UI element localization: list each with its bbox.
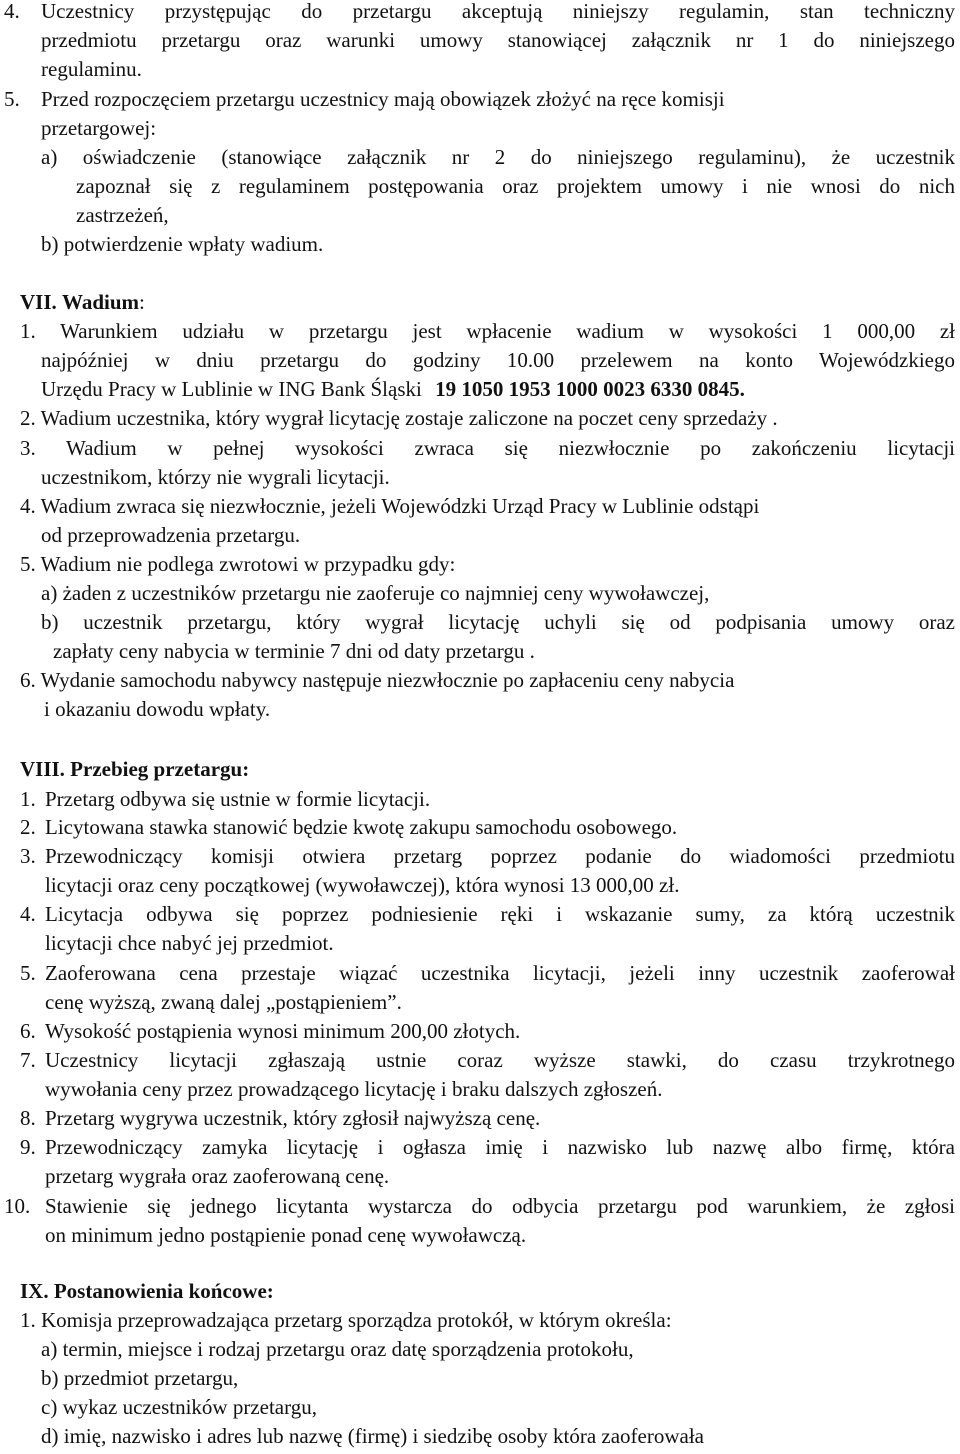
- vii-item-3-line-2: uczestnikom, którzy nie wygrali licytacji.: [41, 465, 390, 489]
- vii-item-5-sub-a: a) żaden z uczestników przetargu nie zaoferuje co najmniej ceny wywoławczej,: [41, 581, 710, 605]
- vii-item-1-bank: Urzędu Pracy w Lublinie w ING Bank Śląski: [41, 377, 422, 401]
- p5-number: 5.: [4, 87, 20, 111]
- p4-line-3: regulaminu.: [41, 57, 142, 81]
- viii-item-8-number: 8.: [20, 1106, 36, 1130]
- ix-item-1-sub-d: d) imię, nazwisko i adres lub nazwę (firmę) i siedzibę osoby która zaoferowała: [41, 1424, 704, 1448]
- vii-item-5-sub-b-line-2: zapłaty ceny nabycia w terminie 7 dni od daty przetargu .: [53, 639, 535, 663]
- viii-item-8-line-1: Przetarg wygrywa uczestnik, który zgłosił najwyższą cenę.: [45, 1106, 541, 1130]
- viii-item-3-number: 3.: [20, 844, 36, 868]
- viii-item-9-line-1: Przewodniczący zamyka licytację i ogłasza imię i nazwisko lub nazwę albo firmę, która: [45, 1135, 955, 1159]
- viii-item-2-number: 2.: [20, 815, 36, 839]
- viii-item-9-number: 9.: [20, 1135, 36, 1159]
- vii-item-6-line-2: i okazaniu dowodu wpłaty.: [44, 697, 271, 721]
- vii-item-6-line-1: 6. Wydanie samochodu nabywcy następuje niezwłocznie po zapłaceniu ceny nabycia: [20, 668, 735, 692]
- vii-item-1-account-number: 19 1050 1953 1000 0023 6330 0845.: [435, 377, 745, 401]
- p4-line-1: Uczestnicy przystępując do przetargu akceptują niniejszy regulamin, stan techniczny: [41, 0, 955, 23]
- viii-item-10-number: 10.: [4, 1194, 31, 1218]
- section-vii-heading: [20, 288, 145, 317]
- vii-item-1-line-1: 1. Warunkiem udziału w przetargu jest wpłacenie wadium w wysokości 1 000,00 zł: [20, 319, 955, 343]
- vii-item-5-sub-b-line-1: b) uczestnik przetargu, który wygrał licytację uchyli się od podpisania umowy oraz: [41, 610, 955, 634]
- viii-item-4-number: 4.: [20, 902, 36, 926]
- vii-item-3-line-1: 3. Wadium w pełnej wysokości zwraca się niezwłocznie po zakończeniu licytacji: [20, 436, 955, 460]
- ix-item-1: 1. Komisja przeprowadzająca przetarg sporządza protokół, w którym określa:: [20, 1308, 672, 1332]
- p4-number: 4.: [4, 0, 20, 23]
- viii-item-6-number: 6.: [20, 1019, 36, 1043]
- section-vii-number: VII.: [20, 290, 57, 314]
- ix-item-1-sub-b: b) przedmiot przetargu,: [41, 1366, 239, 1390]
- section-vii-title: Wadium: [62, 290, 140, 314]
- viii-item-9-line-2: przetarg wygrała oraz zaoferowaną cenę.: [45, 1164, 390, 1188]
- viii-item-10-line-2: on minimum jedno postąpienie ponad cenę wywoławczą.: [45, 1223, 527, 1247]
- section-viii-heading: VIII. Przebieg przetargu:: [20, 757, 250, 781]
- vii-item-4-line-1: 4. Wadium zwraca się niezwłocznie, jeżeli Wojewódzki Urząd Pracy w Lublinie odstąpi: [20, 494, 760, 518]
- p5-item-a-line-3: zastrzeżeń,: [76, 203, 169, 227]
- p5-line-2: przetargowej:: [41, 116, 157, 140]
- vii-item-4-line-2: od przeprowadzenia przetargu.: [41, 523, 301, 547]
- viii-item-4-line-2: licytacji chce nabyć jej przedmiot.: [45, 931, 334, 955]
- vii-item-5-line-1: 5. Wadium nie podlega zwrotowi w przypadku gdy:: [20, 552, 456, 576]
- viii-item-7-line-2: wywołania ceny przez prowadzącego licytację i braku dalszych zgłoszeń.: [45, 1077, 663, 1101]
- viii-item-7-line-1: Uczestnicy licytacji zgłaszają ustnie coraz wyższe stawki, do czasu trzykrotnego: [45, 1048, 955, 1072]
- viii-item-3-line-1: Przewodniczący komisji otwiera przetarg poprzez podanie do wiadomości przedmiotu: [45, 844, 955, 868]
- ix-item-1-sub-c: c) wykaz uczestników przetargu,: [41, 1395, 317, 1419]
- viii-item-6-line-1: Wysokość postąpienia wynosi minimum 200,00 złotych.: [45, 1019, 521, 1043]
- p5-item-b: b) potwierdzenie wpłaty wadium.: [41, 232, 324, 256]
- ix-item-1-sub-a: a) termin, miejsce i rodzaj przetargu oraz datę sporządzenia protokołu,: [41, 1337, 634, 1361]
- viii-item-5-line-1: Zaoferowana cena przestaje wiązać uczestnika licytacji, jeżeli inny uczestnik zaoferował: [45, 961, 955, 985]
- p5-item-a-line-2: zapoznał się z regulaminem postępowania oraz projektem umowy i nie wnosi do nich: [76, 174, 955, 198]
- viii-item-5-line-2: cenę wyższą, zwaną dalej „postąpieniem”.: [45, 990, 402, 1014]
- viii-item-1-number: 1.: [20, 787, 36, 811]
- viii-item-5-number: 5.: [20, 961, 36, 985]
- section-vii-colon: :: [139, 290, 145, 314]
- viii-item-7-number: 7.: [20, 1048, 36, 1072]
- vii-item-1-line-2: najpóźniej w dniu przetargu do godziny 10.00 przelewem na konto Wojewódzkiego: [41, 348, 955, 372]
- viii-item-4-line-1: Licytacja odbywa się poprzez podniesienie ręki i wskazanie sumy, za którą uczestnik: [45, 902, 955, 926]
- viii-item-10-line-1: Stawienie się jednego licytanta wystarcza do odbycia przetargu pod warunkiem, że zgłosi: [45, 1194, 955, 1218]
- viii-item-1-line-1: Przetarg odbywa się ustnie w formie licytacji.: [45, 787, 431, 811]
- p5-item-a-line-1: a) oświadczenie (stanowiące załącznik nr 2 do niniejszego regulaminu), że uczestnik: [41, 145, 955, 169]
- p4-line-2: przedmiotu przetargu oraz warunki umowy stanowiącej załącznik nr 1 do niniejszego: [41, 28, 955, 52]
- p5-line-1: Przed rozpoczęciem przetargu uczestnicy mają obowiązek złożyć na ręce komisji: [41, 87, 725, 111]
- vii-item-1-line-3: [41, 375, 745, 404]
- viii-item-2-line-1: Licytowana stawka stanowić będzie kwotę zakupu samochodu osobowego.: [45, 815, 678, 839]
- section-ix-heading: IX. Postanowienia końcowe:: [20, 1279, 274, 1303]
- vii-item-2: 2. Wadium uczestnika, który wygrał licytację zostaje zaliczone na poczet ceny sprzedaży .: [20, 406, 778, 430]
- viii-item-3-line-2: licytacji oraz ceny początkowej (wywoławczej), która wynosi 13 000,00 zł.: [45, 873, 680, 897]
